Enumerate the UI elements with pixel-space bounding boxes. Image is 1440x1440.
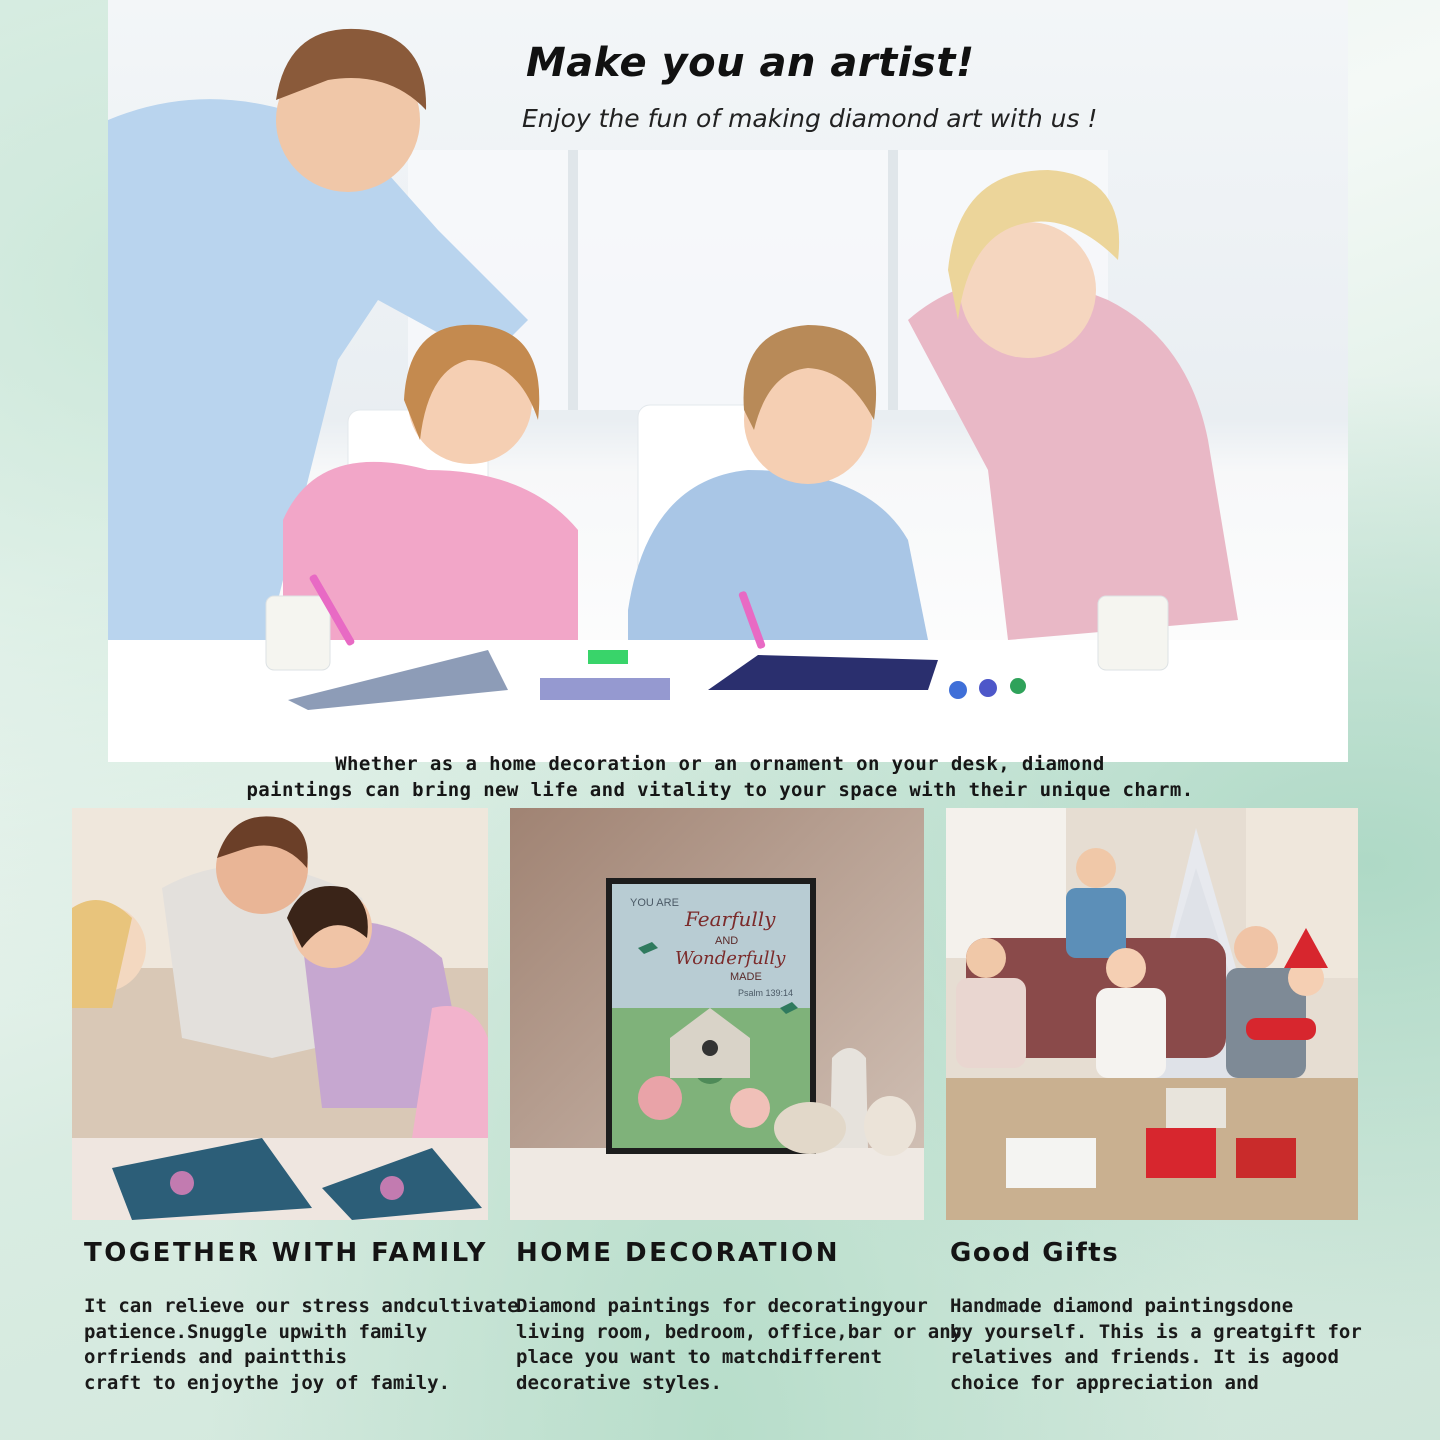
family-title: TOGETHER WITH FAMILY <box>84 1238 488 1268</box>
christmas-family-scene <box>946 808 1358 1220</box>
gifts-line-3: relatives and friends. It is agood <box>950 1346 1339 1368</box>
family-line-1: It can relieve our stress andcultivate <box>84 1295 519 1317</box>
hero-title: Make you an artist! <box>526 40 975 86</box>
decoration-title: HOME DECORATION <box>516 1238 840 1268</box>
family-line-4: craft to enjoythe joy of family. <box>84 1371 451 1394</box>
family-painting-illustration <box>72 808 488 1220</box>
gifts-photo <box>946 808 1358 1220</box>
decoration-description <box>516 1294 963 1396</box>
painting-text-made: MADE <box>730 971 762 983</box>
decoration-photo <box>510 808 924 1220</box>
painting-text-fearfully: Fearfully <box>685 907 776 931</box>
caption-line-2: paintings can bring new life and vitality to your space with their unique charm. <box>246 779 1194 801</box>
decoration-line-1: Diamond paintings for decoratingyour <box>516 1295 928 1317</box>
family-photo <box>72 808 488 1220</box>
gifts-description <box>950 1294 1390 1396</box>
gifts-title: Good Gifts <box>950 1238 1120 1268</box>
gifts-line-1: Handmade diamond paintingsdone <box>950 1295 1294 1317</box>
gifts-line-4: choice for appreciation and <box>950 1371 1259 1394</box>
framed-painting-scene <box>510 808 924 1220</box>
hero-photo <box>108 0 1348 762</box>
decoration-line-3: place you want to matchdifferent <box>516 1346 883 1368</box>
painting-text-psalm: Psalm 139:14 <box>738 988 794 998</box>
painting-text-wonderfully: Wonderfully <box>675 948 786 969</box>
painting-text-you-are: YOU ARE <box>630 897 679 909</box>
gifts-line-2: by yourself. This is a greatgift for <box>950 1320 1362 1343</box>
family-line-2: patience.Snuggle upwith family <box>84 1320 428 1343</box>
caption-line-1: Whether as a home decoration or an ornament on your desk, diamond <box>335 753 1105 775</box>
family-line-3: orfriends and paintthis <box>84 1346 348 1368</box>
painting-text-and: AND <box>715 935 739 947</box>
decoration-line-4: decorative styles. <box>516 1371 722 1394</box>
family-description <box>84 1294 524 1396</box>
decoration-line-2: living room, bedroom, office,bar or any <box>516 1320 963 1343</box>
hero-subtitle: Enjoy the fun of making diamond art with us ! <box>522 104 1098 133</box>
